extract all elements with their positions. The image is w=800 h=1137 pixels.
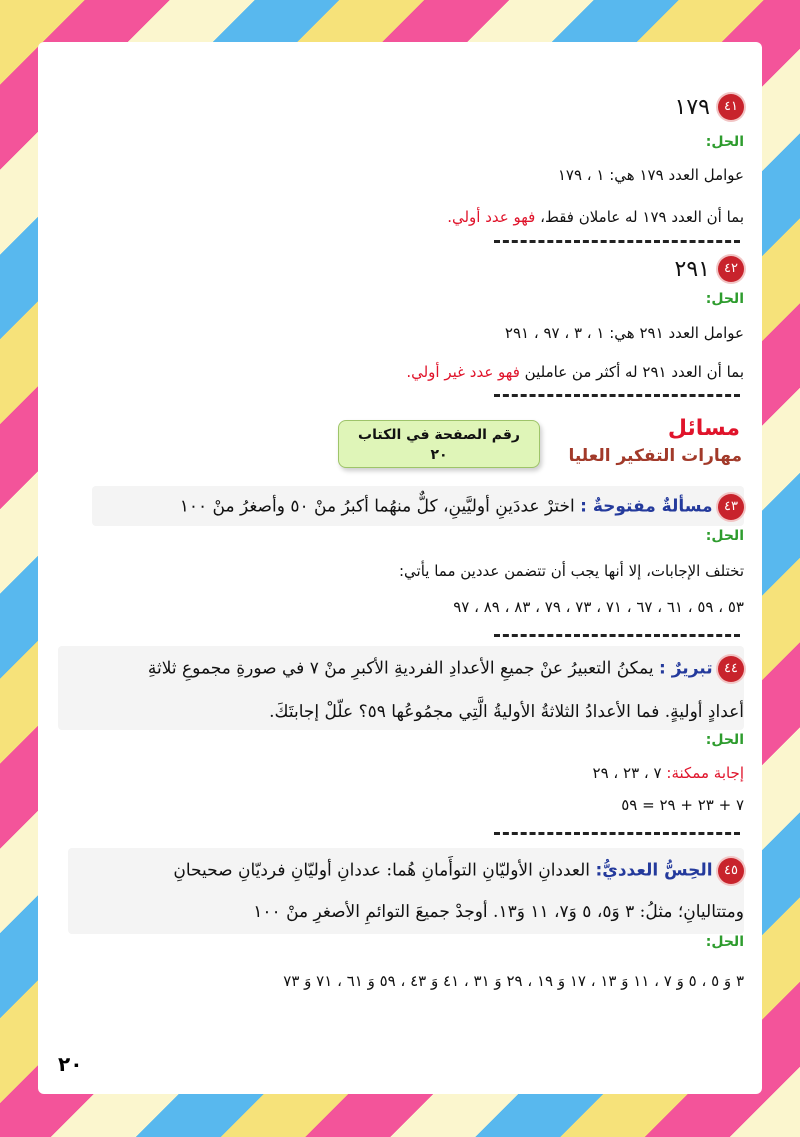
page-number: ٢٠ <box>58 1052 83 1076</box>
problem-44-solution-label: الحل: <box>705 732 744 748</box>
problem-45-line-1 <box>173 858 744 884</box>
problem-42-factors: عوامل العدد ٢٩١ هي: ١ ، ٣ ، ٩٧ ، ٢٩١ <box>504 324 744 342</box>
problem-41-solution-label: الحل: <box>705 134 744 150</box>
problem-41-header <box>675 94 744 120</box>
problem-44-line-2: أعدادٍ أوليةٍ. فما الأعدادُ الثلاثةُ الأوليةُ الَّتِي مجمُوعُها ٥٩؟ علّلْ إجابتَكَ. <box>269 702 744 722</box>
problem-43-solution-label: الحل: <box>705 528 744 544</box>
problem-45-answer: ٣ وَ ٥ ، ٥ وَ ٧ ، ١١ وَ ١٣ ، ١٧ وَ ١٩ ، ٢٩ وَ ٣١ ، ٤١ وَ ٤٣ ، ٥٩ وَ ٦١ ، ٧١ وَ ٧٣ <box>283 972 744 990</box>
book-page-value: ٢٠ <box>430 447 448 463</box>
problem-43-title: مسألةٌ مفتوحةٌ : <box>580 496 713 517</box>
problem-42-conclusion <box>406 363 744 381</box>
problem-42-solution-label: الحل: <box>705 291 744 307</box>
problem-43-statement <box>180 494 744 520</box>
page-paper <box>38 42 762 1094</box>
problem-44-text-1: يمكنُ التعبيرُ عنْ جميعِ الأعدادِ الفرديةِ الأكبرِ منْ ٧ في صورةِ مجموعِ ثلاثةِ <box>147 658 654 679</box>
problem-44-possible-values: ٧ ، ٢٣ ، ٢٩ <box>592 764 662 782</box>
problem-41-reason: بما أن العدد ١٧٩ له عاملان فقط، <box>540 208 744 226</box>
problem-42-header <box>675 256 744 282</box>
problem-44-equation: ٧ + ٢٣ + ٢٩ = ٥٩ <box>621 796 744 814</box>
problem-41-badge: ٤١ <box>718 94 744 120</box>
problem-44-line-1 <box>148 656 744 682</box>
problem-45-badge: ٤٥ <box>718 858 744 884</box>
book-page-reference <box>338 420 540 468</box>
problem-41-value: ١٧٩ <box>674 94 710 120</box>
problem-43-answer-intro: تختلف الإجابات، إلا أنها يجب أن تتضمن عددين مما يأتي: <box>398 562 744 580</box>
problem-44-possible-label: إجابة ممكنة: <box>666 764 744 782</box>
problem-45-title: الحِسُّ العدديُّ: <box>595 860 713 881</box>
problem-44-possible-answer <box>593 764 744 782</box>
divider-1 <box>494 240 740 243</box>
problem-42-badge: ٤٢ <box>718 256 744 282</box>
problem-45-line-2: ومتتاليانِ؛ مثلُ: ٣ وَ٥، ٥ وَ٧، ١١ وَ١٣. أوجدْ جميعَ التوائمِ الأصغرِ منْ ١٠٠ <box>253 902 744 922</box>
section-subtitle: مهارات التفكير العليا <box>568 446 742 466</box>
problem-41-conclusion <box>447 208 744 226</box>
problem-41-factors: عوامل العدد ١٧٩ هي: ١ ، ١٧٩ <box>557 166 744 184</box>
book-page-label: رقم الصفحة في الكتاب <box>358 427 520 443</box>
problem-43-answer-list: ٥٣ ، ٥٩ ، ٦١ ، ٦٧ ، ٧١ ، ٧٣ ، ٧٩ ، ٨٣ ، ٨٩ ، ٩٧ <box>453 598 744 616</box>
problem-42-result: فهو عدد غير أولي. <box>406 363 520 381</box>
problem-45-solution-label: الحل: <box>705 934 744 950</box>
problem-41-result: فهو عدد أولي. <box>447 208 536 226</box>
problem-44-badge: ٤٤ <box>718 656 744 682</box>
problem-45-text-1: العددانِ الأوليّانِ التوأَمانِ هُما: عددانِ أوليّانِ فرديّانِ صحيحانِ <box>173 860 591 881</box>
problem-43-badge: ٤٣ <box>718 494 744 520</box>
problem-42-value: ٢٩١ <box>674 256 710 282</box>
problem-43-text: اخترْ عددَينِ أوليَّينِ، كلٌّ منهُما أكبرُ منْ ٥٠ وأصغرُ منْ ١٠٠ <box>179 496 575 517</box>
section-title: مسائل <box>667 416 740 441</box>
divider-2 <box>494 394 740 397</box>
divider-3 <box>494 634 740 637</box>
problem-42-reason: بما أن العدد ٢٩١ له أكثر من عاملين <box>524 363 744 381</box>
divider-4 <box>494 832 740 835</box>
problem-44-title: تبريرٌ : <box>659 658 713 679</box>
